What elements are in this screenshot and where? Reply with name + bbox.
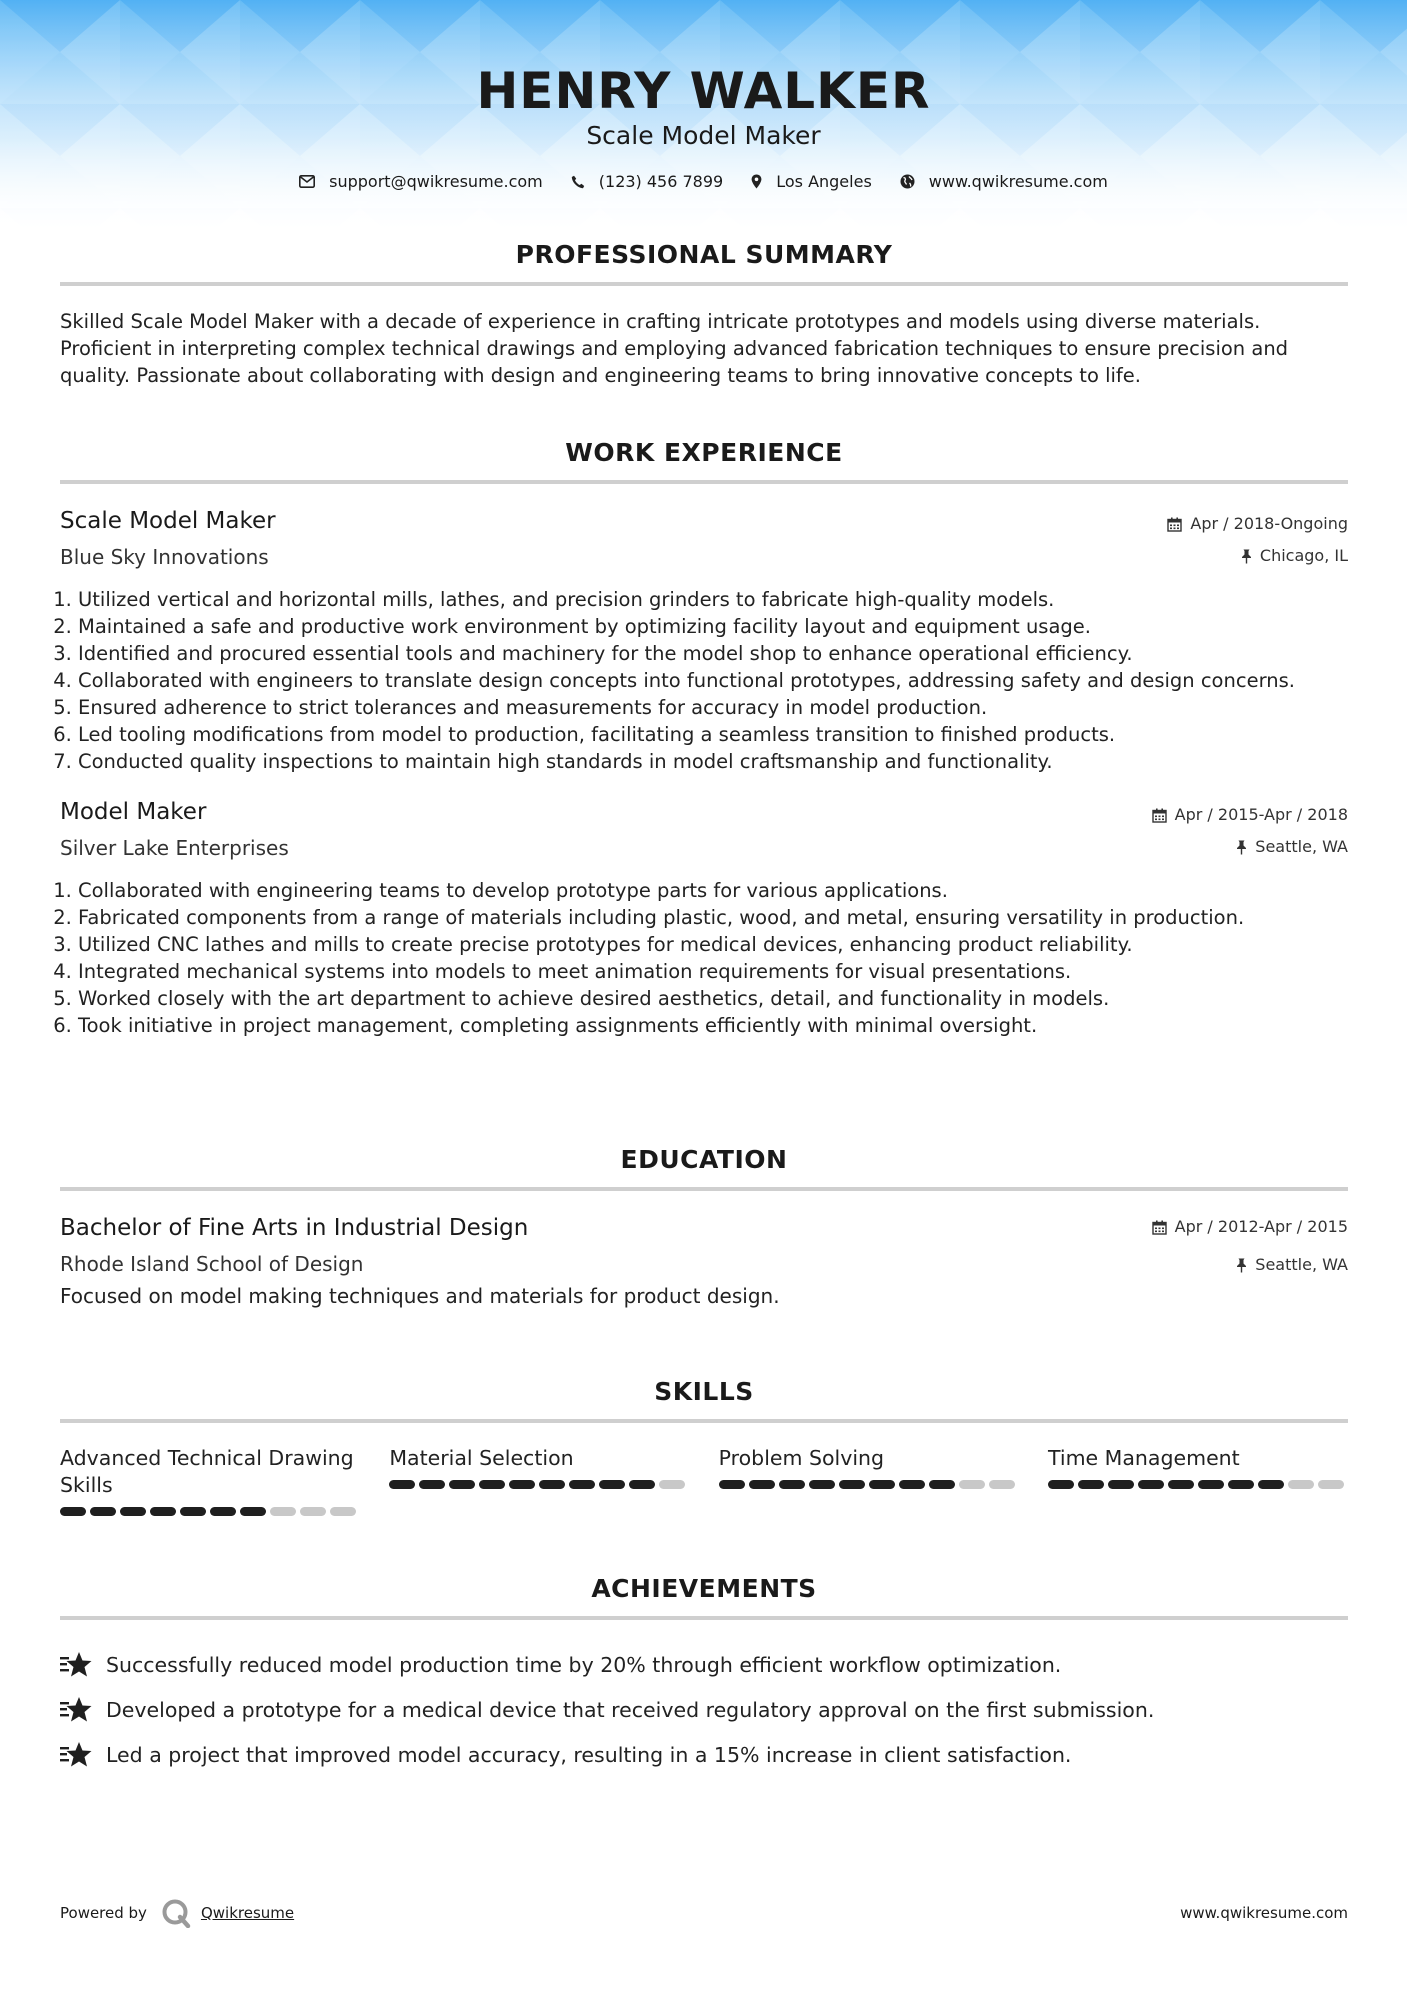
contact-email-text: support@qwikresume.com	[329, 172, 543, 191]
candidate-title: Scale Model Maker	[586, 121, 821, 150]
list-item: 6. Led tooling modifications from model to production, facilitating a seamless transition to finished products.	[78, 721, 1348, 748]
skill-level-segment	[180, 1507, 206, 1516]
pin-icon	[1241, 549, 1252, 564]
skill-level-segment	[629, 1480, 655, 1489]
map-pin-icon	[751, 174, 762, 189]
skill-level-segment	[869, 1480, 895, 1489]
skill-level-segment	[90, 1507, 116, 1516]
skill-level-segment	[659, 1480, 685, 1489]
powered-by-label: Powered by	[60, 1904, 147, 1922]
achievements-heading: ACHIEVEMENTS	[591, 1574, 817, 1603]
skill-level-segment	[509, 1480, 535, 1489]
skill-name: Time Management	[1047, 1446, 1240, 1470]
skill-level-segment	[839, 1480, 865, 1489]
degree-title: Bachelor of Fine Arts in Industrial Design	[60, 1215, 529, 1241]
list-item: 2. Maintained a safe and productive work environment by optimizing facility layout and equipment usage.	[78, 613, 1348, 640]
list-item	[60, 1687, 1348, 1732]
star-award-icon	[60, 1651, 92, 1679]
education-dates: Apr / 2012-Apr / 2015	[1174, 1217, 1348, 1236]
skill-level-bar	[389, 1480, 689, 1489]
list-item: 3. Identified and procured essential tools and machinery for the model shop to enhance operational efficiency.	[78, 640, 1348, 667]
list-item: 2. Fabricated components from a range of materials including plastic, wood, and metal, ensuring versatility in production.	[78, 904, 1348, 931]
skill-level-segment	[1108, 1480, 1134, 1489]
skill-level-segment	[1228, 1480, 1254, 1489]
list-item: 5. Worked closely with the art department to achieve desired aesthetics, detail, and functionality in models.	[78, 985, 1348, 1012]
contact-phone[interactable]	[571, 172, 723, 191]
phone-icon	[571, 175, 585, 189]
skill-item	[719, 1445, 1019, 1516]
section-divider	[60, 480, 1348, 484]
skills-heading: SKILLS	[654, 1377, 754, 1406]
skill-level-segment	[989, 1480, 1015, 1489]
achievement-text: Led a project that improved model accuracy, resulting in a 15% increase in client satisfaction.	[106, 1742, 1072, 1767]
skill-level-segment	[569, 1480, 595, 1489]
job-dates: Apr / 2015-Apr / 2018	[1174, 805, 1348, 824]
skills-section	[60, 1377, 1348, 1516]
skill-level-segment	[1168, 1480, 1194, 1489]
experience-section	[60, 438, 1348, 1039]
pin-icon	[1236, 1258, 1247, 1273]
skill-level-segment	[749, 1480, 775, 1489]
skills-list	[60, 1445, 1348, 1516]
skill-name: Material Selection	[389, 1446, 574, 1470]
job-entry	[60, 797, 1348, 1039]
skill-item	[1048, 1445, 1348, 1516]
qwikresume-link[interactable]: Qwikresume	[200, 1904, 295, 1922]
summary-heading: PROFESSIONAL SUMMARY	[515, 240, 893, 269]
section-divider	[60, 1419, 1348, 1423]
job-entry	[60, 506, 1348, 775]
experience-heading: WORK EXPERIENCE	[565, 438, 843, 467]
candidate-name: HENRY WALKER	[476, 62, 931, 120]
skill-item	[60, 1445, 360, 1516]
list-item: 4. Collaborated with engineers to translate design concepts into functional prototypes, addressing safety and design concerns.	[78, 667, 1348, 694]
skill-level-bar	[60, 1507, 360, 1516]
footer-website-link[interactable]: www.qwikresume.com	[1180, 1904, 1348, 1922]
contact-location	[751, 172, 872, 191]
skill-level-bar	[1048, 1480, 1348, 1489]
skill-level-segment	[210, 1507, 236, 1516]
section-divider	[60, 1616, 1348, 1620]
job-company: Silver Lake Enterprises	[60, 836, 289, 860]
skill-level-segment	[389, 1480, 415, 1489]
skill-level-segment	[1078, 1480, 1104, 1489]
qwikresume-logo-icon	[161, 1898, 191, 1928]
skill-level-segment	[300, 1507, 326, 1516]
list-item: 6. Took initiative in project management, completing assignments efficiently with minimal oversight.	[78, 1012, 1348, 1039]
skill-level-segment	[1318, 1480, 1344, 1489]
list-item: 4. Integrated mechanical systems into models to meet animation requirements for visual presentations.	[78, 958, 1348, 985]
education-description: Focused on model making techniques and materials for product design.	[60, 1284, 780, 1308]
star-award-icon	[60, 1741, 92, 1769]
job-location: Seattle, WA	[1255, 837, 1348, 856]
skill-level-segment	[719, 1480, 745, 1489]
skill-name: Problem Solving	[718, 1446, 885, 1470]
job-dates: Apr / 2018-Ongoing	[1190, 514, 1348, 533]
list-item	[60, 1642, 1348, 1687]
calendar-icon	[1152, 1220, 1167, 1235]
skill-level-segment	[599, 1480, 625, 1489]
resume-header	[0, 0, 1407, 191]
skill-level-segment	[1048, 1480, 1074, 1489]
job-duties-list	[60, 877, 1348, 1039]
education-entry	[60, 1213, 1348, 1279]
achievements-section	[60, 1574, 1348, 1777]
contact-email[interactable]	[299, 172, 543, 191]
skill-level-segment	[929, 1480, 955, 1489]
skill-level-segment	[1258, 1480, 1284, 1489]
list-item: 7. Conducted quality inspections to maintain high standards in model craftsmanship and functionality.	[78, 748, 1348, 775]
skill-level-bar	[719, 1480, 1019, 1489]
job-location: Chicago, IL	[1259, 546, 1348, 565]
job-duties-list	[60, 586, 1348, 775]
skill-level-segment	[60, 1507, 86, 1516]
skill-level-segment	[1138, 1480, 1164, 1489]
skill-level-segment	[449, 1480, 475, 1489]
achievement-text: Developed a prototype for a medical device that received regulatory approval on the first submission.	[106, 1697, 1155, 1722]
skill-level-segment	[120, 1507, 146, 1516]
skill-level-segment	[270, 1507, 296, 1516]
skill-level-segment	[779, 1480, 805, 1489]
job-company: Blue Sky Innovations	[60, 545, 269, 569]
skill-level-segment	[479, 1480, 505, 1489]
list-item: 5. Ensured adherence to strict tolerances and measurements for accuracy in model production.	[78, 694, 1348, 721]
globe-icon	[900, 174, 915, 189]
skill-level-segment	[539, 1480, 565, 1489]
contact-bar	[0, 172, 1407, 191]
contact-website[interactable]	[900, 172, 1108, 191]
achievements-list	[60, 1642, 1348, 1777]
skill-level-segment	[899, 1480, 925, 1489]
page-footer	[60, 1898, 1348, 1928]
education-location: Seattle, WA	[1255, 1255, 1348, 1274]
calendar-icon	[1167, 517, 1182, 532]
skill-level-segment	[959, 1480, 985, 1489]
list-item: 1. Utilized vertical and horizontal mills, lathes, and precision grinders to fabricate high-quality models.	[78, 586, 1348, 613]
calendar-icon	[1152, 808, 1167, 823]
contact-location-text: Los Angeles	[776, 172, 872, 191]
achievement-text: Successfully reduced model production time by 20% through efficient workflow optimization.	[106, 1652, 1062, 1677]
list-item: 3. Utilized CNC lathes and mills to create precise prototypes for medical devices, enhancing product reliability.	[78, 931, 1348, 958]
list-item	[60, 1732, 1348, 1777]
contact-phone-text: (123) 456 7899	[598, 172, 724, 191]
skill-level-segment	[150, 1507, 176, 1516]
skill-level-segment	[1198, 1480, 1224, 1489]
contact-website-text: www.qwikresume.com	[928, 172, 1108, 191]
education-section	[60, 1145, 1348, 1310]
star-award-icon	[60, 1696, 92, 1724]
skill-level-segment	[1288, 1480, 1314, 1489]
skill-level-segment	[240, 1507, 266, 1516]
job-role: Scale Model Maker	[60, 508, 276, 534]
skill-name: Advanced Technical Drawing Skills	[60, 1446, 354, 1497]
education-heading: EDUCATION	[620, 1145, 788, 1174]
job-role: Model Maker	[60, 799, 207, 825]
skill-level-segment	[809, 1480, 835, 1489]
section-divider	[60, 282, 1348, 286]
summary-section	[60, 240, 1348, 389]
pin-icon	[1236, 840, 1247, 855]
list-item: 1. Collaborated with engineering teams to develop prototype parts for various applications.	[78, 877, 1348, 904]
school-name: Rhode Island School of Design	[60, 1252, 364, 1276]
skill-level-segment	[419, 1480, 445, 1489]
envelope-icon	[299, 175, 315, 188]
skill-item	[389, 1445, 689, 1516]
summary-text: Skilled Scale Model Maker with a decade of experience in crafting intricate prototypes and models using diverse materials. Proficient in interpreting complex technical drawings and employing advanced fabrication techniques to ensure precision and quality. Passionate about collaborating with design and engineering teams to bring innovative concepts to life.	[60, 310, 1289, 387]
skill-level-segment	[330, 1507, 356, 1516]
section-divider	[60, 1187, 1348, 1191]
